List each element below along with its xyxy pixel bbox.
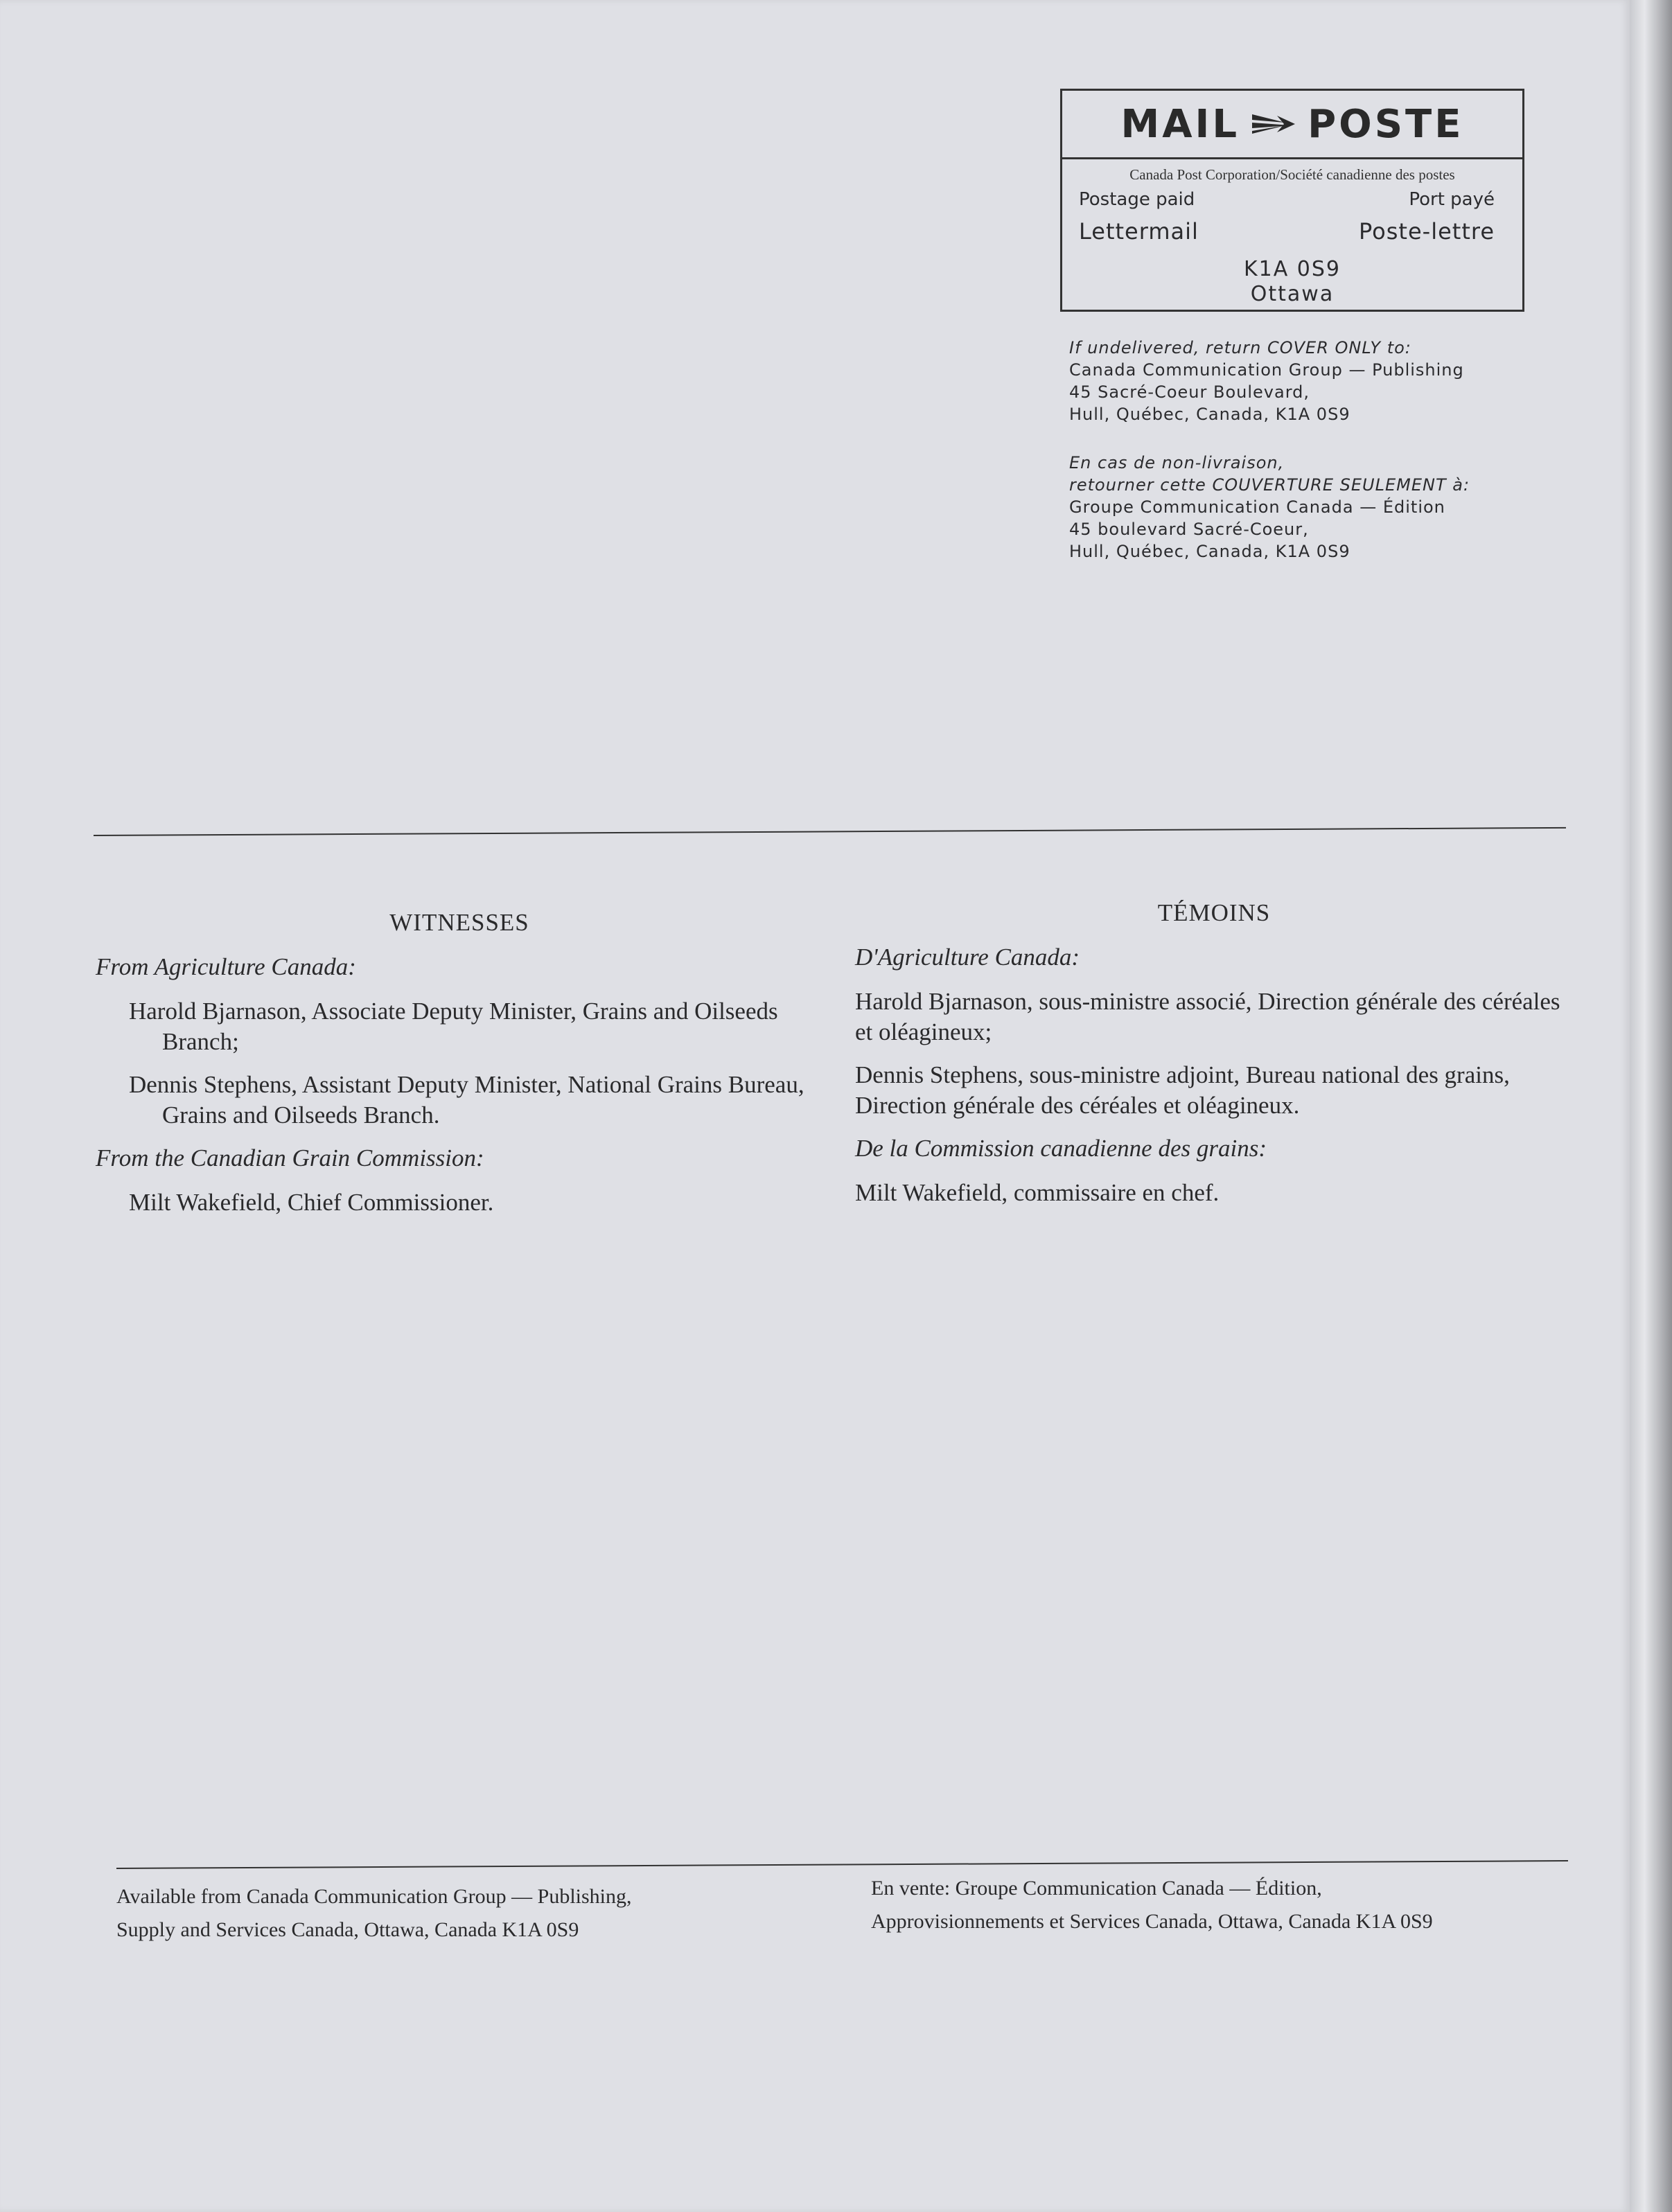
temoins-heading: TÉMOINS <box>1157 899 1271 926</box>
witnesses-en-org-1: From Agriculture Canada: <box>96 953 356 980</box>
footer-availability-en <box>116 1880 809 1947</box>
witnesses-fr-org-2: De la Commission canadienne des grains: <box>855 1135 1267 1162</box>
indicia-header <box>1062 91 1522 159</box>
indicia-city: Ottawa <box>1250 282 1335 306</box>
indicia-class-row <box>1062 218 1522 245</box>
footer-divider <box>116 1860 1568 1869</box>
witnesses-en-entry-3: Milt Wakefield, Chief Commissioner. <box>129 1189 494 1216</box>
postage-paid-en: Postage paid <box>1079 189 1195 210</box>
footer-availability-fr <box>871 1872 1585 1938</box>
arrow-icon <box>1249 110 1298 138</box>
footer-en-line-1: Available from Canada Communication Group — Publishing, <box>116 1885 632 1908</box>
footer-fr-line-2: Approvisionnements et Services Canada, Ottawa, Canada K1A 0S9 <box>871 1910 1433 1933</box>
footer-en-line-2: Supply and Services Canada, Ottawa, Canada K1A 0S9 <box>116 1918 579 1941</box>
witnesses-en-entry-1: Harold Bjarnason, Associate Deputy Minister, Grains and Oilseeds Branch; <box>129 998 778 1055</box>
return-fr-line-2: retourner cette COUVERTURE SEULEMENT à: <box>1069 475 1470 495</box>
return-en-line-3: 45 Sacré-Coeur Boulevard, <box>1069 382 1310 402</box>
postage-paid-fr: Port payé <box>1409 189 1495 210</box>
return-fr-line-5: Hull, Québec, Canada, K1A 0S9 <box>1069 542 1350 561</box>
witnesses-heading: WITNESSES <box>389 909 529 936</box>
return-fr-line-4: 45 boulevard Sacré-Coeur, <box>1069 520 1309 539</box>
middle-divider <box>94 827 1566 836</box>
lettermail-fr: Poste-lettre <box>1359 218 1495 245</box>
witnesses-fr-entry-2: Dennis Stephens, sous-ministre adjoint, Bureau national des grains, Direction générale des céréales et oléagineux. <box>855 1061 1510 1119</box>
mail-word: MAIL <box>1120 101 1240 147</box>
return-fr-line-3: Groupe Communication Canada — Édition <box>1069 497 1445 517</box>
indicia-postal-code: K1A 0S9 <box>1243 257 1341 281</box>
return-address-en <box>1069 337 1464 425</box>
indicia-postal <box>1062 257 1522 307</box>
witnesses-column-fr <box>855 898 1573 1221</box>
indicia-postage-row <box>1062 189 1522 210</box>
return-en-line-4: Hull, Québec, Canada, K1A 0S9 <box>1069 405 1350 424</box>
page-edge-shadow <box>1630 0 1672 2212</box>
footer-fr-line-1: En vente: Groupe Communication Canada — Édition, <box>871 1877 1322 1900</box>
witnesses-en-entry-2: Dennis Stephens, Assistant Deputy Minister, National Grains Bureau, Grains and Oilseeds Branch. <box>129 1071 804 1129</box>
return-fr-line-1: En cas de non-livraison, <box>1069 453 1285 472</box>
postage-indicia <box>1060 89 1524 312</box>
poste-word: POSTE <box>1308 101 1464 147</box>
indicia-corporation: Canada Post Corporation/Société canadienne des postes <box>1129 166 1455 183</box>
lettermail-en: Lettermail <box>1079 218 1199 245</box>
witnesses-fr-entry-3: Milt Wakefield, commissaire en chef. <box>855 1179 1220 1206</box>
return-en-line-1: If undelivered, return COVER ONLY to: <box>1069 338 1411 357</box>
witnesses-column-en <box>96 908 823 1230</box>
witnesses-en-org-2: From the Canadian Grain Commission: <box>96 1144 484 1171</box>
return-en-line-2: Canada Communication Group — Publishing <box>1069 360 1464 380</box>
return-address-fr <box>1069 452 1470 563</box>
witnesses-fr-entry-1: Harold Bjarnason, sous-ministre associé, Direction générale des céréales et oléagineux; <box>855 988 1560 1045</box>
witnesses-fr-org-1: D'Agriculture Canada: <box>855 944 1080 971</box>
